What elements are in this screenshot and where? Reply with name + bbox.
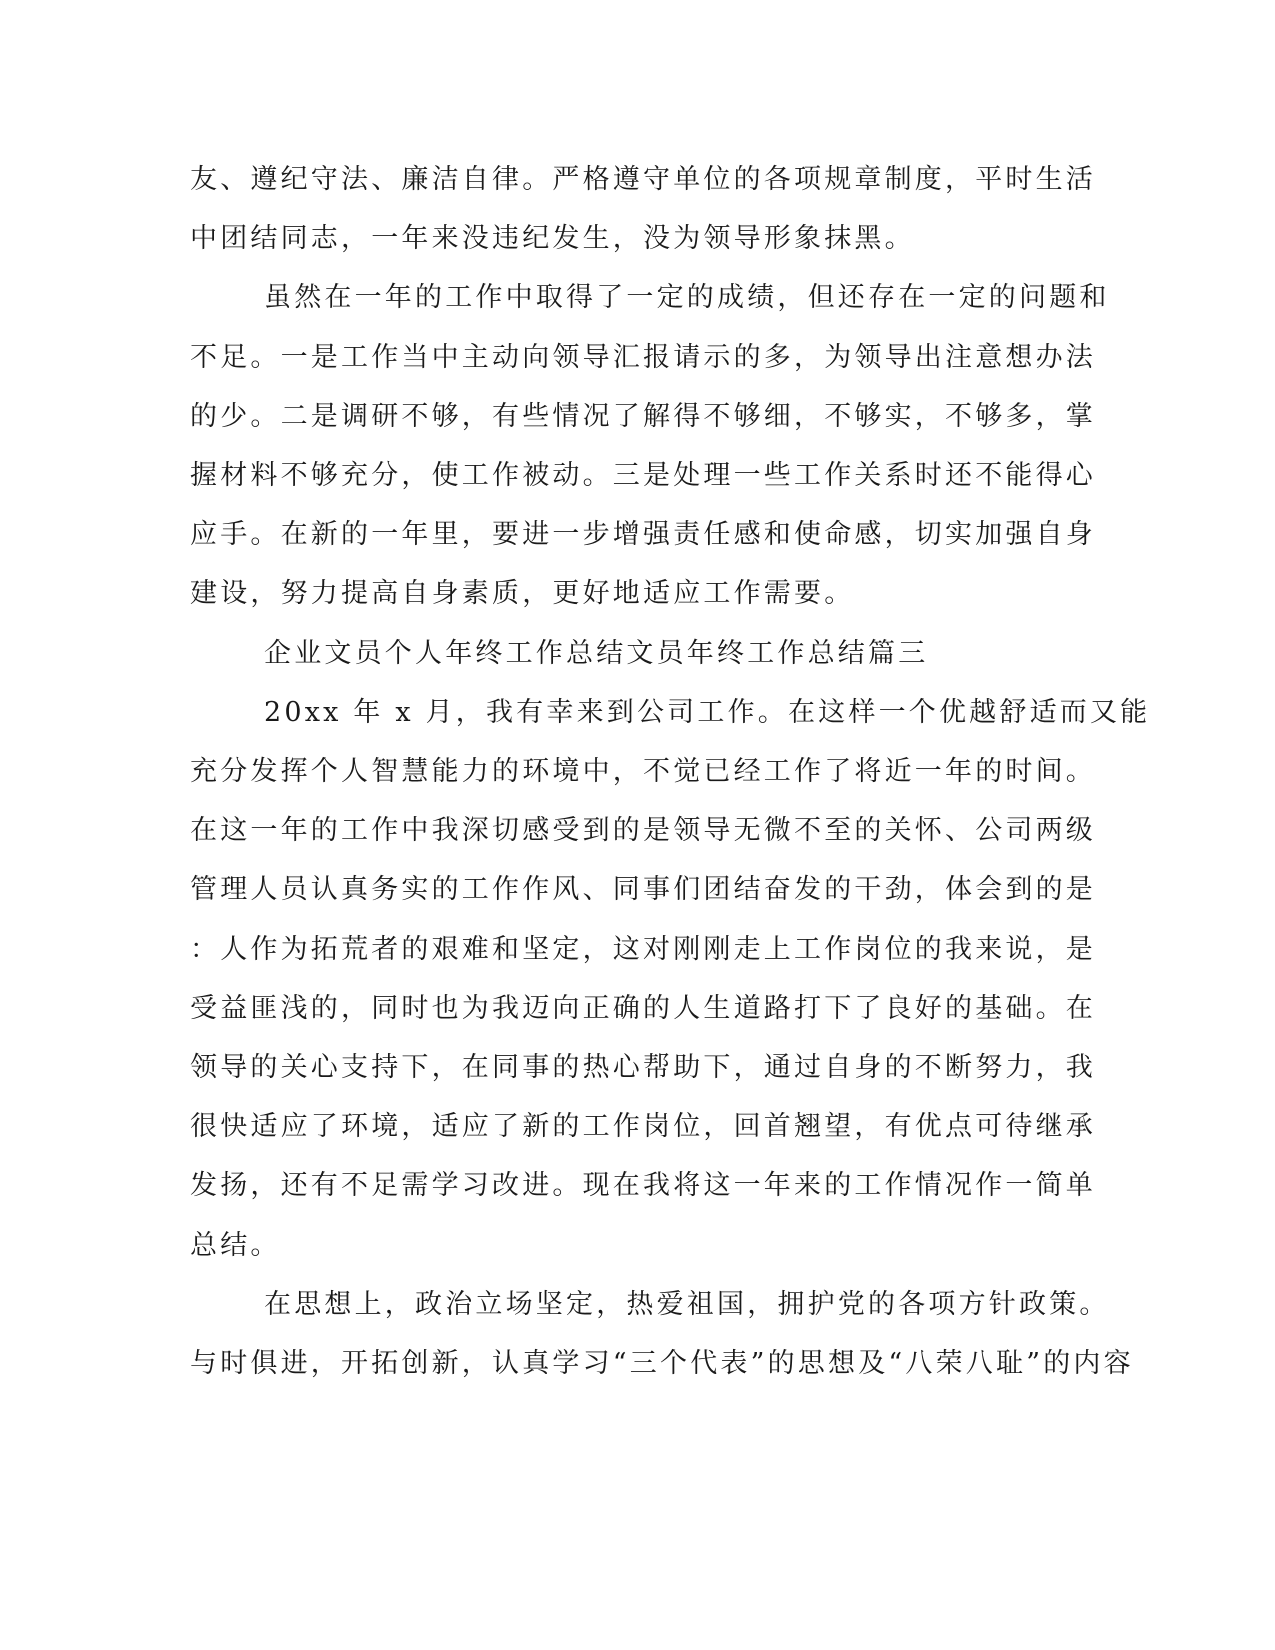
text-line: 管理人员认真务实的工作作风、同事们团结奋发的干劲，体会到的是 [190, 874, 1096, 905]
paragraph-first-line: 20xx 年 x 月，我有幸来到公司工作。在这样一个优越舒适而又能 [264, 697, 1151, 728]
text-line: 握材料不够充分，使工作被动。三是处理一些工作关系时还不能得心 [190, 460, 1096, 491]
text-line: 总结。 [190, 1230, 281, 1261]
text-line: 受益匪浅的，同时也为我迈向正确的人生道路打下了良好的基础。在 [190, 993, 1096, 1024]
text-line: 充分发挥个人智慧能力的环境中，不觉已经工作了将近一年的时间。 [190, 756, 1096, 787]
text-line: 友、遵纪守法、廉洁自律。严格遵守单位的各项规章制度，平时生活 [190, 164, 1096, 195]
text-line: 不足。一是工作当中主动向领导汇报请示的多，为领导出注意想办法 [190, 342, 1096, 373]
text-line: 应手。在新的一年里，要进一步增强责任感和使命感，切实加强自身 [190, 519, 1096, 550]
paragraph-first-line: 虽然在一年的工作中取得了一定的成绩，但还存在一定的问题和 [264, 282, 1110, 313]
text-line: 领导的关心支持下，在同事的热心帮助下，通过自身的不断努力，我 [190, 1052, 1096, 1083]
text-line: 中团结同志，一年来没违纪发生，没为领导形象抹黑。 [190, 223, 915, 254]
text-line: 很快适应了环境，适应了新的工作岗位，回首翘望，有优点可待继承 [190, 1111, 1096, 1142]
text-line: 的少。二是调研不够，有些情况了解得不够细，不够实，不够多，掌 [190, 401, 1096, 432]
section-heading: 企业文员个人年终工作总结文员年终工作总结篇三 [264, 638, 929, 669]
text-line: 在这一年的工作中我深切感受到的是领导无微不至的关怀、公司两级 [190, 815, 1096, 846]
text-line: 与时俱进，开拓创新，认真学习“三个代表”的思想及“八荣八耻”的内容 [190, 1348, 1134, 1379]
text-line: 建设，努力提高自身素质，更好地适应工作需要。 [190, 578, 855, 609]
text-line: 发扬，还有不足需学习改进。现在我将这一年来的工作情况作一简单 [190, 1170, 1096, 1201]
text-line: ：人作为拓荒者的艰难和坚定，这对刚刚走上工作岗位的我来说，是 [190, 934, 1096, 965]
paragraph-first-line: 在思想上，政治立场坚定，热爱祖国，拥护党的各项方针政策。 [264, 1289, 1110, 1320]
